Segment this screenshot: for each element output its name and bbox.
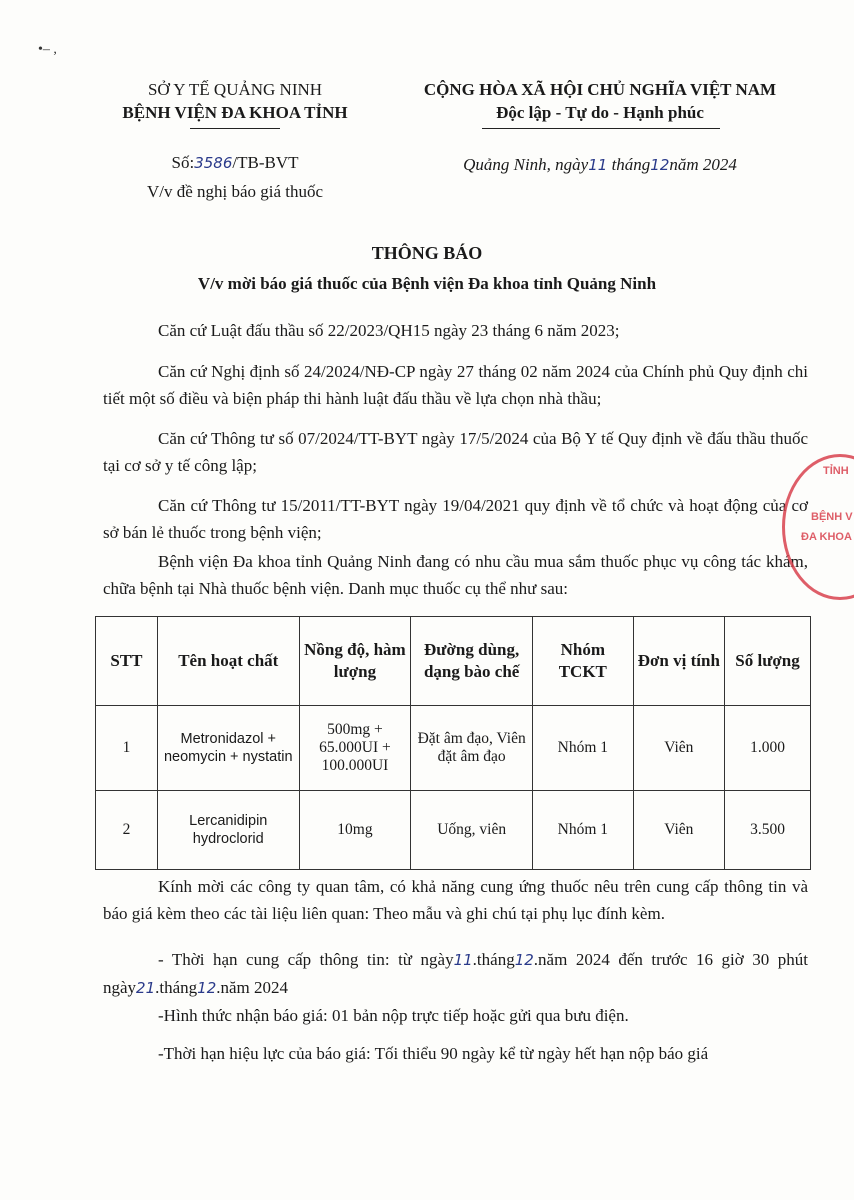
cell-unit: Viên bbox=[633, 791, 724, 870]
handwritten-start-day: 11 bbox=[453, 951, 473, 969]
hospital-name: BỆNH VIỆN ĐA KHOA TỈNH bbox=[122, 103, 348, 122]
submission-method: -Hình thức nhận báo giá: 01 bản nộp trực tiếp hoặc gửi qua bưu điện. bbox=[158, 1006, 629, 1025]
purchase-need: Bệnh viện Đa khoa tỉnh Quảng Ninh đang có nhu cầu mua sắm thuốc phục vụ công tác khám, chữa bệnh tại Nhà thuốc bệnh viện. Danh mục thuốc cụ thể như sau: bbox=[103, 552, 808, 598]
handwritten-doc-number: 3586 bbox=[194, 154, 233, 172]
motto-underline bbox=[482, 128, 720, 129]
cell-route-form: Đặt âm đạo, Viên đặt âm đạo bbox=[411, 706, 533, 791]
legal-basis-2: Căn cứ Nghị định số 24/2024/NĐ-CP ngày 27 tháng 02 năm 2024 của Chính phủ Quy định chi tiết một số điều và biện pháp thi hành luật đấu thầu về lựa chọn nhà thầu; bbox=[103, 362, 808, 408]
national-motto: Độc lập - Tự do - Hạnh phúc bbox=[496, 103, 704, 122]
handwritten-day: 11 bbox=[588, 156, 608, 174]
document-subject: V/v đề nghị báo giá thuốc bbox=[146, 182, 324, 201]
table-row bbox=[96, 706, 811, 791]
cell-stt: 2 bbox=[96, 791, 158, 870]
cell-quantity: 3.500 bbox=[725, 791, 811, 870]
handwritten-month: 12 bbox=[650, 156, 670, 174]
legal-basis-1: Căn cứ Luật đấu thầu số 22/2023/QH15 ngày 23 tháng 6 năm 2023; bbox=[158, 321, 620, 340]
place-and-date: Quảng Ninh, ngày11 tháng12năm 2024 bbox=[463, 155, 737, 174]
header-stt: STT bbox=[96, 617, 158, 706]
drug-list-table bbox=[95, 616, 811, 870]
quote-validity: -Thời hạn hiệu lực của báo giá: Tối thiểu 90 ngày kể từ ngày hết hạn nộp báo giá bbox=[158, 1044, 709, 1063]
header-quantity: Số lượng bbox=[725, 617, 811, 706]
department-name: SỞ Y TẾ QUẢNG NINH bbox=[147, 80, 323, 99]
cell-concentration: 10mg bbox=[299, 791, 411, 870]
handwritten-end-day: 21 bbox=[136, 979, 156, 997]
cell-quantity: 1.000 bbox=[725, 706, 811, 791]
cell-stt: 1 bbox=[96, 706, 158, 791]
document-number: Số:3586/TB-BVT bbox=[171, 153, 299, 172]
deadline-paragraph: - Thời hạn cung cấp thông tin: từ ngày11.tháng12.năm 2024 đến trước 16 giờ 30 phút ngày21.tháng12.năm 2024 bbox=[103, 950, 808, 997]
notice-title: THÔNG BÁO bbox=[371, 243, 483, 263]
header-active-ingredient: Tên hoạt chất bbox=[157, 617, 299, 706]
legal-basis-4: Căn cứ Thông tư 15/2011/TT-BYT ngày 19/04/2021 quy định về tổ chức và hoạt động của cơ sở bán lẻ thuốc trong bệnh viện; bbox=[103, 496, 808, 542]
hospital-stamp: TỈNH BỆNH V ĐA KHOA bbox=[782, 454, 854, 600]
invitation-paragraph: Kính mời các công ty quan tâm, có khả năng cung ứng thuốc nêu trên cung cấp thông tin và báo giá kèm theo các tài liệu liên quan: Theo mẫu và ghi chú tại phụ lục đính kèm. bbox=[103, 877, 808, 923]
header-unit: Đơn vị tính bbox=[633, 617, 724, 706]
table-row bbox=[96, 791, 811, 870]
legal-basis-3: Căn cứ Thông tư số 07/2024/TT-BYT ngày 17/5/2024 của Bộ Y tế Quy định về đấu thầu thuốc tại cơ sở y tế công lập; bbox=[103, 429, 808, 475]
notice-subtitle: V/v mời báo giá thuốc của Bệnh viện Đa khoa tỉnh Quảng Ninh bbox=[197, 274, 657, 293]
cell-active-ingredient: Lercanidipin hydroclorid bbox=[157, 791, 299, 870]
cell-route-form: Uống, viên bbox=[411, 791, 533, 870]
cell-concentration: 500mg + 65.000UI + 100.000UI bbox=[299, 706, 411, 791]
cell-unit: Viên bbox=[633, 706, 724, 791]
header-route-form: Đường dùng, dạng bào chế bbox=[411, 617, 533, 706]
cell-technical-group: Nhóm 1 bbox=[533, 791, 634, 870]
header-technical-group: Nhóm TCKT bbox=[533, 617, 634, 706]
handwritten-end-month: 12 bbox=[197, 979, 217, 997]
cell-technical-group: Nhóm 1 bbox=[533, 706, 634, 791]
header-concentration: Nồng độ, hàm lượng bbox=[299, 617, 411, 706]
scan-mark: •‒ , bbox=[38, 42, 57, 57]
hospital-underline bbox=[190, 128, 280, 129]
cell-active-ingredient: Metronidazol + neomycin + nystatin bbox=[157, 706, 299, 791]
country-name: CỘNG HÒA XÃ HỘI CHỦ NGHĨA VIỆT NAM bbox=[423, 80, 777, 99]
table-header-row bbox=[96, 617, 811, 706]
handwritten-start-month: 12 bbox=[514, 951, 534, 969]
